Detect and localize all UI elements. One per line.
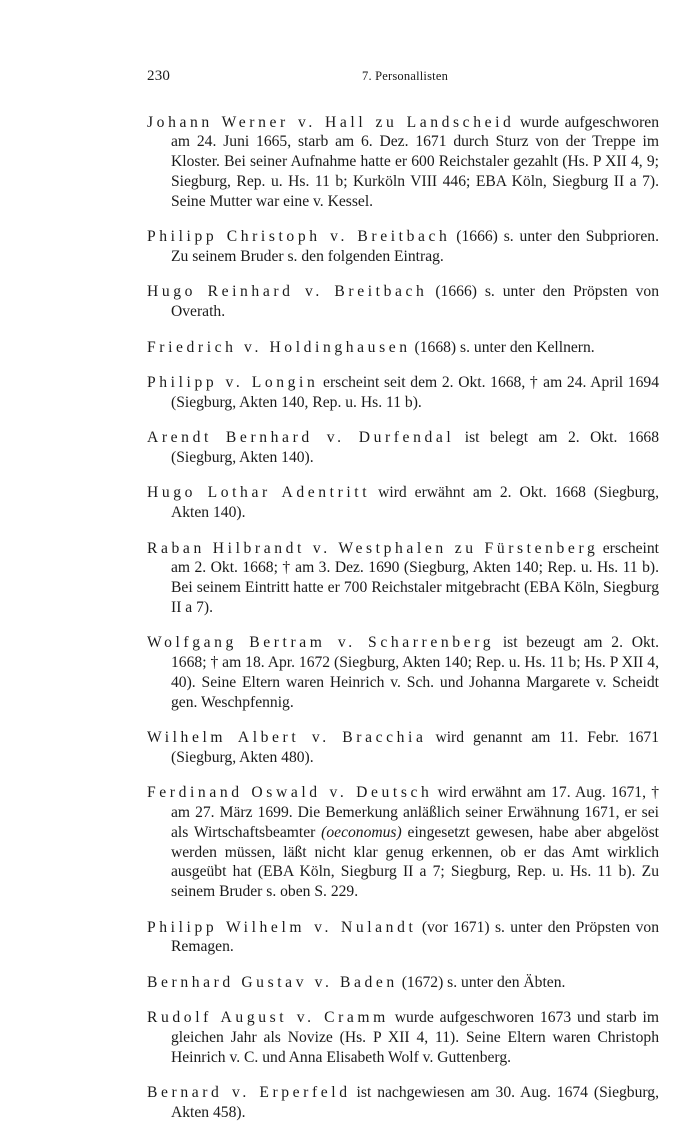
list-entry (147, 483, 659, 523)
entry-text: wurde aufgeschworen am 24. Juni 1665, starb am 6. Dez. 1671 durch Sturz von der Treppe im Kloster. Bei seiner Aufnahme hatte er 600 Reichstaler gezahlt (Hs. P XII 4, 9; Siegburg, Rep. u. Hs. 11 b; Kurköln VIII 446; EBA Köln, Siegburg II a 7). Seine Mutter war eine v. Kessel. (171, 113, 659, 210)
entry-text: eingesetzt gewesen, habe aber abgelöst werden müssen, läßt nicht klar genug erkennen, ob er das Amt wirklich ausgeübt hat (EBA Köln, Siegburg II a 7; Siegburg, Rep. u. Hs. 11 b). Zu seinem Bruder s. oben S. 229. (171, 823, 659, 901)
list-entry (147, 973, 659, 993)
entry-text: ist nachgewiesen am 30. Aug. 1674 (Siegburg, Akten 458). (171, 1084, 660, 1121)
entry-text: wird erwähnt am 2. Okt. 1668 (Siegburg, Akten 140). (171, 484, 659, 522)
list-entry (147, 783, 659, 902)
list-entry (147, 338, 659, 358)
entry-name: Bernhard Gustav v. Baden (147, 973, 398, 991)
entry-italic-term: (oeconomus) (321, 823, 402, 841)
entry-text: ist belegt am 2. Okt. 1668 (Siegburg, Akten 140). (171, 429, 659, 466)
list-entry (147, 373, 659, 413)
entry-name: Johann Werner v. Hall zu Landscheid (147, 113, 515, 131)
list-entry (147, 1083, 659, 1123)
page-number: 230 (147, 68, 171, 84)
entry-text: erscheint am 2. Okt. 1668; † am 3. Dez. 1690 (Siegburg, Akten 140; Rep. u. Hs. 11 b). Bei seinem Eintritt hatte er 700 Reichstaler mitgebracht (EBA Köln, Siegburg II a 7). (171, 539, 659, 616)
page-header (0, 68, 700, 88)
list-entry (147, 113, 659, 212)
entry-text: wurde aufgeschworen 1673 und starb im gleichen Jahr als Novize (Hs. P XII 4, 11). Seine Eltern waren Christoph Heinrich v. C. und Anna Elisabeth Wolf v. Guttenberg. (171, 1009, 659, 1066)
entry-name: Raban Hilbrandt v. Westphalen zu Fürstenberg (147, 539, 599, 557)
entry-name: Ferdinand Oswald v. Deutsch (147, 784, 433, 802)
list-entry (147, 539, 659, 618)
entry-name: Philipp v. Longin (147, 373, 319, 391)
entry-name: Wilhelm Albert v. Bracchia (147, 729, 427, 747)
list-entry (147, 918, 659, 958)
entry-text: wird genannt am 11. Febr. 1671 (Siegburg, Akten 480). (171, 729, 659, 766)
entry-text: (1666) s. unter den Pröpsten von Overath. (171, 283, 659, 321)
personnel-list (147, 97, 659, 1138)
entry-text: (1672) s. unter den Äbten. (397, 973, 566, 991)
entry-name: Bernard v. Erperfeld (147, 1084, 351, 1102)
entry-name: Rudolf August v. Cramm (147, 1009, 389, 1027)
entry-text: (vor 1671) s. unter den Pröpsten von Remagen. (171, 918, 660, 956)
entry-text: ist bezeugt am 2. Okt. 1668; † am 18. Apr. 1672 (Siegburg, Akten 140; Rep. u. Hs. 11 b; Hs. P XII 4, 40). Seine Eltern waren Heinrich v. Sch. und Johanna Margarete v. Scheidt gen. Weschpfennig. (171, 634, 659, 711)
list-entry (147, 1008, 659, 1067)
running-title: 7. Personallisten (362, 69, 449, 83)
entry-text: erscheint seit dem 2. Okt. 1668, † am 24. April 1694 (Siegburg, Akten 140, Rep. u. Hs. 11 b). (171, 373, 659, 411)
entry-name: Wolfgang Bertram v. Scharrenberg (147, 634, 495, 652)
entry-text: (1666) s. unter den Subprioren. Zu seinem Bruder s. den folgenden Eintrag. (171, 228, 659, 265)
entry-name: Hugo Reinhard v. Breitbach (147, 283, 428, 301)
entry-text: wird erwähnt am 17. Aug. 1671, † am 27. März 1699. Die Bemerkung anläßlich seiner Erwähnung 1671, er sei als Wirtschaftsbeamter (171, 784, 660, 841)
entry-name: Arendt Bernhard v. Durfendal (147, 429, 455, 447)
entry-name: Hugo Lothar Adentritt (147, 484, 371, 502)
list-entry (147, 728, 659, 768)
entry-text: (1668) s. unter den Kellnern. (410, 338, 595, 356)
list-entry (147, 633, 659, 712)
list-entry (147, 227, 659, 267)
list-entry (147, 428, 659, 468)
entry-name: Philipp Wilhelm v. Nulandt (147, 918, 417, 936)
entry-name: Philipp Christoph v. Breitbach (147, 228, 451, 246)
list-entry (147, 282, 659, 322)
entry-name: Friedrich v. Holdinghausen (147, 338, 411, 356)
